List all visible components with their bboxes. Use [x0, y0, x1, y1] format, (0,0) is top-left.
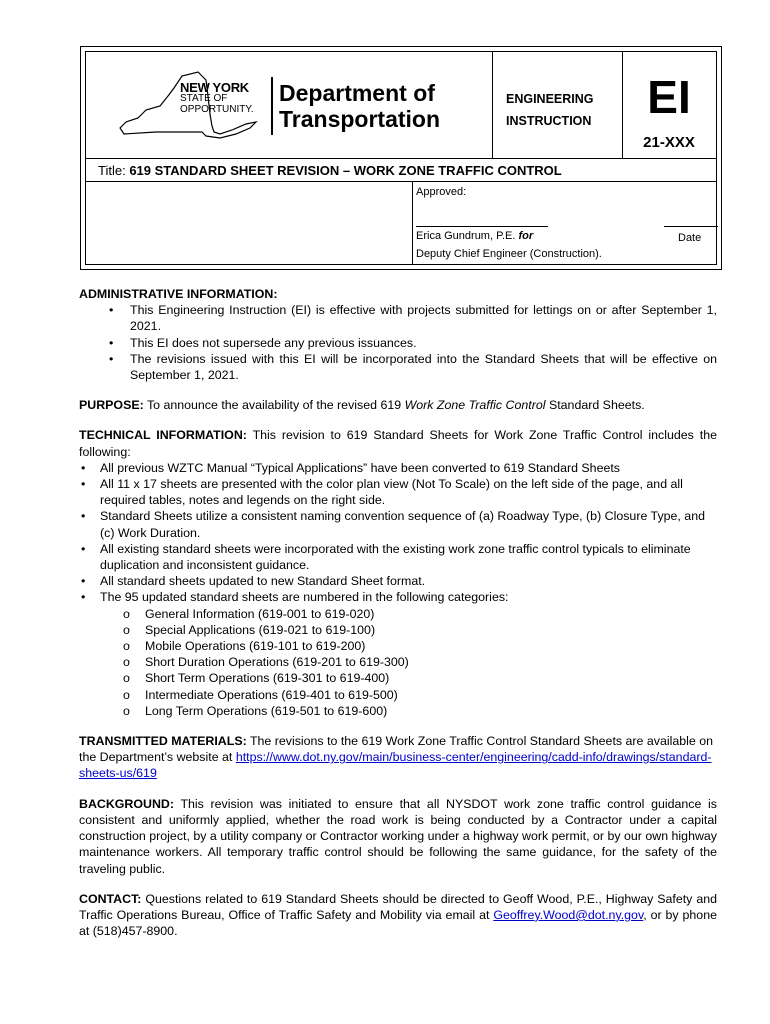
contact-email-link[interactable]: Geoffrey.Wood@dot.ny.gov	[493, 907, 644, 922]
signer-name	[416, 230, 533, 242]
purpose-text-after: Standard Sheets.	[548, 398, 645, 413]
contact-text-after: , or by phone at (518)457-8900.	[79, 907, 717, 939]
technical-section	[79, 427, 717, 719]
ny-line-2: STATE OF	[180, 93, 228, 104]
logo-divider	[271, 77, 273, 135]
list-item: • This Engineering Instruction (EI) is effective with projects submitted for lettings on or after September 1, 2021.	[109, 303, 717, 334]
list-item: • All standard sheets updated to new Standard Sheet format.	[81, 574, 426, 589]
logo-cell	[86, 52, 493, 158]
ny-line-3: OPPORTUNITY.	[180, 104, 254, 115]
technical-intro: This revision to 619 Standard Sheets for Work Zone Traffic Control includes the following:	[79, 428, 717, 459]
standard-sheets-link[interactable]: https://www.dot.ny.gov/main/business-center/engineering/cadd-info/drawings/standard-sheets-us/619	[79, 750, 712, 781]
ei-number-cell	[622, 52, 716, 158]
list-item: • All previous WZTC Manual “Typical Applications” have been converted to 619 Standard Sheets	[81, 460, 620, 475]
list-item: o Special Applications (619-021 to 619-100)	[123, 622, 376, 637]
ei-label: EI	[647, 71, 691, 123]
header-inner-border	[85, 51, 717, 265]
list-item: • All existing standard sheets were incorporated with the existing work zone traffic control typicals to eliminate duplication and inconsistent guidance.	[81, 541, 691, 573]
eng-line-2: INSTRUCTION	[506, 114, 592, 128]
list-item: • This EI does not supersede any previous issuances.	[109, 335, 417, 350]
admin-heading: ADMINISTRATIVE INFORMATION:	[79, 287, 278, 301]
engineering-instruction-label	[506, 88, 594, 132]
dept-line-2: Transportation	[279, 106, 441, 132]
dept-line-1: Department of	[279, 80, 435, 106]
list-item: o Mobile Operations (619-101 to 619-200)	[123, 639, 366, 654]
approval-blank-cell	[86, 182, 413, 264]
purpose-section	[79, 397, 717, 413]
background-section	[79, 796, 717, 877]
background-heading: BACKGROUND:	[79, 796, 174, 811]
document-body	[79, 286, 717, 953]
department-name	[279, 80, 440, 132]
ei-number: 21-XXX	[643, 134, 695, 151]
signer-title: Deputy Chief Engineer (Construction).	[416, 248, 602, 260]
engineering-instruction-cell	[492, 52, 623, 158]
header-box	[80, 46, 722, 270]
contact-text: Questions related to 619 Standard Sheets should be directed to Geoff Wood, P.E., Highway Safety and Traffic Operations Bureau, Office of Traffic Safety and Mobility via email at	[79, 891, 717, 922]
date-line	[664, 226, 718, 227]
admin-list	[79, 302, 717, 383]
approval-cell	[412, 182, 716, 264]
transmitted-section	[79, 733, 717, 782]
transmitted-text: The revisions to the 619 Work Zone Traffic Control Standard Sheets are available on the Department’s website at	[79, 734, 714, 765]
signer-for: for	[518, 230, 534, 242]
technical-list	[79, 460, 717, 606]
eng-line-1: ENGINEERING	[506, 92, 594, 106]
purpose-heading: PURPOSE:	[79, 398, 144, 413]
title-label: Title:	[98, 163, 126, 178]
list-item: o Short Duration Operations (619-201 to 619-300)	[123, 655, 409, 670]
background-text: This revision was initiated to ensure that all NYSDOT work zone traffic control guidance is consistent and uniformly applied, whether the road work is being conducted by a Contractor under a capital construction project, by a utility company or Contractor working under a highway work permit, or by our own highway maintenance workers. All temporary traffic control should be following the same guidance, for the safety of the traveling public.	[79, 796, 717, 876]
purpose-italic: Work Zone Traffic Control	[404, 398, 546, 413]
transmitted-heading: TRANSMITTED MATERIALS:	[79, 734, 247, 749]
list-item: • The revisions issued with this EI will be incorporated into the Standard Sheets that will be effective on September 1, 2021.	[109, 351, 717, 383]
technical-intro-paragraph	[79, 427, 717, 459]
list-item: o General Information (619-001 to 619-020)	[123, 606, 375, 621]
signer-name-text: Erica Gundrum, P.E.	[416, 230, 516, 242]
document-title: 619 STANDARD SHEET REVISION – WORK ZONE TRAFFIC CONTROL	[129, 163, 562, 178]
technical-heading: TECHNICAL INFORMATION:	[79, 428, 247, 443]
admin-section	[79, 286, 717, 383]
list-item: o Short Term Operations (619-301 to 619-400)	[123, 671, 390, 686]
purpose-text: To announce the availability of the revised 619	[146, 398, 402, 413]
list-item: • Standard Sheets utilize a consistent naming convention sequence of (a) Roadway Type, (b) Closure Type, and (c) Work Duration.	[81, 509, 705, 540]
list-item: o Long Term Operations (619-501 to 619-600)	[123, 703, 388, 718]
signature-line	[416, 226, 548, 227]
ny-line-1: NEW YORK	[180, 80, 249, 95]
contact-heading: CONTACT:	[79, 891, 142, 906]
title-row	[86, 158, 716, 182]
category-list	[79, 606, 717, 719]
ny-state-logo-text	[180, 82, 254, 115]
list-item: • The 95 updated standard sheets are numbered in the following categories:	[81, 590, 509, 605]
list-item: • All 11 x 17 sheets are presented with the color plan view (Not To Scale) on the left side of the page, and all required tables, notes and legends on the right side.	[81, 477, 683, 508]
date-label: Date	[678, 232, 702, 244]
list-item: o Intermediate Operations (619-401 to 619-500)	[123, 687, 398, 702]
approved-label: Approved:	[416, 186, 467, 198]
contact-section	[79, 891, 717, 940]
